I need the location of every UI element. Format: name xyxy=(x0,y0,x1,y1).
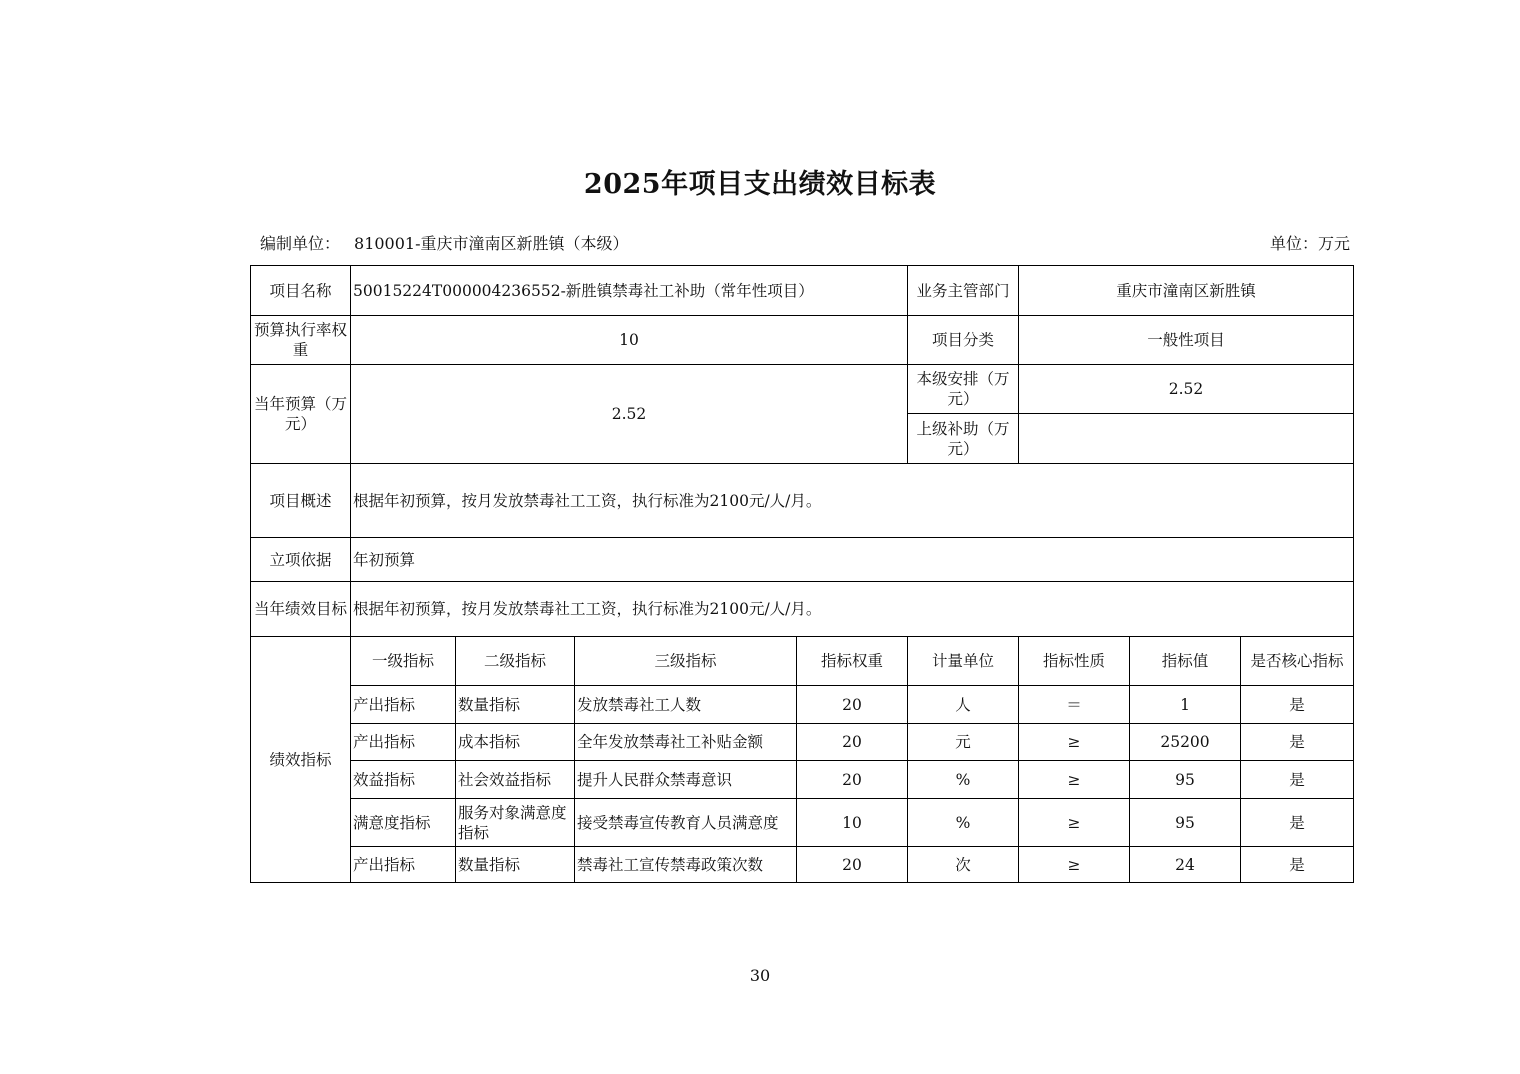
compiling-unit xyxy=(260,231,629,254)
indicator-row xyxy=(251,847,1354,883)
annual-goal-label: 当年绩效目标 xyxy=(251,582,351,637)
indicator-core: 是 xyxy=(1241,799,1354,847)
header-value: 指标值 xyxy=(1130,637,1241,686)
compiling-unit-label: 编制单位： xyxy=(260,234,341,253)
overview-value: 根据年初预算，按月发放禁毒社工工资，执行标准为2100元/人/月。 xyxy=(351,464,1354,538)
currency-unit: 单位：万元 xyxy=(1269,234,1350,253)
annual-budget-label: 当年预算（万元） xyxy=(251,365,351,464)
indicator-level1: 满意度指标 xyxy=(351,799,456,847)
indicator-weight: 20 xyxy=(797,724,908,761)
indicator-level3: 提升人民群众禁毒意识 xyxy=(575,761,797,799)
header-weight: 指标权重 xyxy=(797,637,908,686)
header-nature: 指标性质 xyxy=(1019,637,1130,686)
performance-table xyxy=(250,265,1354,883)
indicator-nature: ≥ xyxy=(1019,799,1130,847)
indicator-level3: 禁毒社工宣传禁毒政策次数 xyxy=(575,847,797,883)
indicator-nature: ＝ xyxy=(1019,686,1130,724)
indicator-row xyxy=(251,761,1354,799)
indicator-level1: 产出指标 xyxy=(351,686,456,724)
local-allocation-value: 2.52 xyxy=(1019,365,1354,414)
indicator-unit: % xyxy=(908,761,1019,799)
overview-label: 项目概述 xyxy=(251,464,351,538)
indicator-level2: 数量指标 xyxy=(456,847,575,883)
compiling-unit-value: 810001-重庆市潼南区新胜镇（本级） xyxy=(354,234,629,253)
indicator-row xyxy=(251,686,1354,724)
indicator-level3: 全年发放禁毒社工补贴金额 xyxy=(575,724,797,761)
project-name-value: 50015224T000004236552-新胜镇禁毒社工补助（常年性项目） xyxy=(351,266,908,316)
project-name-label: 项目名称 xyxy=(251,266,351,316)
budget-weight-label: 预算执行率权重 xyxy=(251,316,351,365)
indicator-unit: 次 xyxy=(908,847,1019,883)
indicator-value: 24 xyxy=(1130,847,1241,883)
indicator-unit: % xyxy=(908,799,1019,847)
header-unit: 计量单位 xyxy=(908,637,1019,686)
page-title: 2025年项目支出绩效目标表 xyxy=(583,169,937,200)
indicator-core: 是 xyxy=(1241,761,1354,799)
indicator-value: 95 xyxy=(1130,761,1241,799)
indicator-value: 25200 xyxy=(1130,724,1241,761)
indicator-level1: 效益指标 xyxy=(351,761,456,799)
indicator-unit: 元 xyxy=(908,724,1019,761)
header-core: 是否核心指标 xyxy=(1241,637,1354,686)
local-allocation-label: 本级安排（万元） xyxy=(908,365,1019,414)
department-value: 重庆市潼南区新胜镇 xyxy=(1019,266,1354,316)
indicator-weight: 20 xyxy=(797,847,908,883)
indicator-level3: 接受禁毒宣传教育人员满意度 xyxy=(575,799,797,847)
indicator-value: 1 xyxy=(1130,686,1241,724)
page-number: 30 xyxy=(749,966,771,985)
upper-subsidy-value xyxy=(1019,414,1354,464)
department-label: 业务主管部门 xyxy=(908,266,1019,316)
indicator-row xyxy=(251,724,1354,761)
header-level1: 一级指标 xyxy=(351,637,456,686)
basis-value: 年初预算 xyxy=(351,538,1354,582)
indicator-weight: 20 xyxy=(797,761,908,799)
indicator-level2: 社会效益指标 xyxy=(456,761,575,799)
project-category-label: 项目分类 xyxy=(908,316,1019,365)
indicators-section-label: 绩效指标 xyxy=(251,637,351,883)
indicator-nature: ≥ xyxy=(1019,847,1130,883)
indicator-value: 95 xyxy=(1130,799,1241,847)
annual-budget-value: 2.52 xyxy=(351,365,908,464)
header-level3: 三级指标 xyxy=(575,637,797,686)
upper-subsidy-label: 上级补助（万元） xyxy=(908,414,1019,464)
indicator-core: 是 xyxy=(1241,686,1354,724)
annual-goal-value: 根据年初预算，按月发放禁毒社工工资，执行标准为2100元/人/月。 xyxy=(351,582,1354,637)
indicator-level2: 数量指标 xyxy=(456,686,575,724)
indicator-row xyxy=(251,799,1354,847)
indicator-core: 是 xyxy=(1241,847,1354,883)
budget-weight-value: 10 xyxy=(351,316,908,365)
basis-label: 立项依据 xyxy=(251,538,351,582)
project-category-value: 一般性项目 xyxy=(1019,316,1354,365)
indicator-nature: ≥ xyxy=(1019,761,1130,799)
indicator-level3: 发放禁毒社工人数 xyxy=(575,686,797,724)
indicator-level2: 成本指标 xyxy=(456,724,575,761)
indicator-weight: 10 xyxy=(797,799,908,847)
indicator-level1: 产出指标 xyxy=(351,847,456,883)
indicator-level2: 服务对象满意度指标 xyxy=(456,799,575,847)
indicator-unit: 人 xyxy=(908,686,1019,724)
indicator-core: 是 xyxy=(1241,724,1354,761)
indicator-level1: 产出指标 xyxy=(351,724,456,761)
indicator-weight: 20 xyxy=(797,686,908,724)
header-level2: 二级指标 xyxy=(456,637,575,686)
indicator-nature: ≥ xyxy=(1019,724,1130,761)
